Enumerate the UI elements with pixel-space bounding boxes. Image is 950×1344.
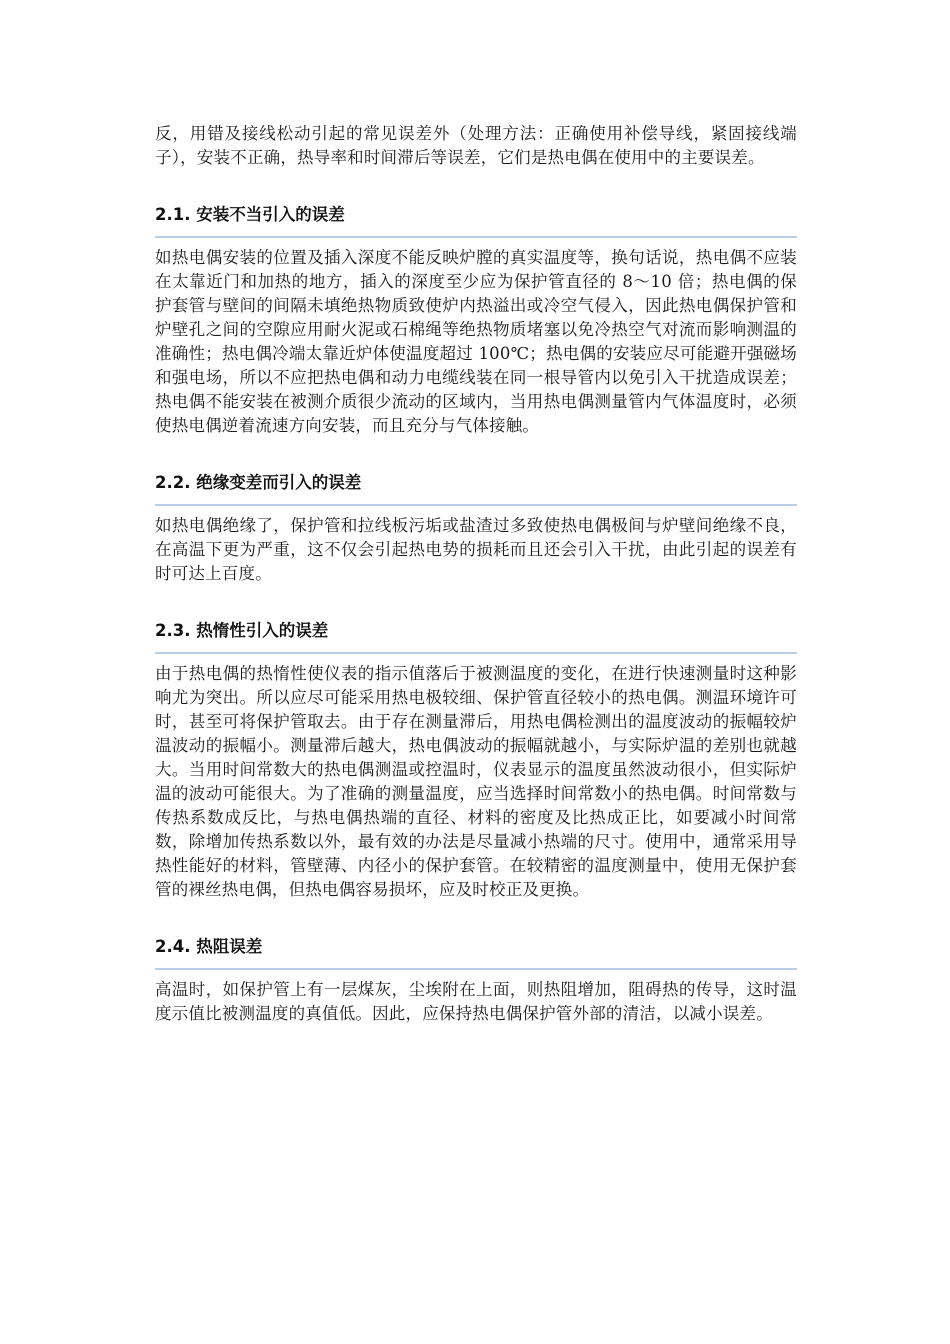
section-divider [155, 652, 797, 654]
section-2-2 [155, 472, 797, 586]
section-divider [155, 504, 797, 506]
section-heading: 2.3. 热惰性引入的误差 [155, 621, 329, 640]
section-divider [155, 236, 797, 238]
section-body: 高温时，如保护管上有一层煤灰，尘埃附在上面，则热阻增加，阻碍热的传导，这时温度示值比被测温度的真值低。因此，应保持热电偶保护管外部的清洁，以减小误差。 [155, 980, 797, 1023]
section-heading: 2.1. 安装不当引入的误差 [155, 205, 345, 224]
section-heading: 2.2. 绝缘变差而引入的误差 [155, 473, 362, 492]
section-heading: 2.4. 热阻误差 [155, 937, 263, 956]
section-divider [155, 968, 797, 970]
section-body: 由于热电偶的热惰性使仪表的指示值落后于被测温度的变化，在进行快速测量时这种影响尤为突出。所以应尽可能采用热电极较细、保护管直径较小的热电偶。测温环境许可时，甚至可将保护管取去。由于存在测量滞后，用热电偶检测出的温度波动的振幅较炉温波动的振幅小。测量滞后越大，热电偶波动的振幅就越小，与实际炉温的差别也就越大。当用时间常数大的热电偶测温或控温时，仪表显示的温度虽然波动很小，但实际炉温的波动可能很大。为了准确的测量温度，应当选择时间常数小的热电偶。时间常数与传热系数成反比，与热电偶热端的直径、材料的密度及比热成正比，如要减小时间常数，除增加传热系数以外，最有效的办法是尽量减小热端的尺寸。使用中，通常采用导热性能好的材料，管壁薄、内径小的保护套管。在较精密的温度测量中，使用无保护套管的裸丝热电偶，但热电偶容易损坏，应及时校正及更换。 [155, 664, 797, 899]
document-page [155, 122, 797, 1026]
intro-paragraph: 反，用错及接线松动引起的常见误差外（处理方法：正确使用补偿导线，紧固接线端子），安装不正确，热导率和时间滞后等误差，它们是热电偶在使用中的主要误差。 [155, 124, 797, 167]
section-2-1 [155, 204, 797, 438]
section-body: 如热电偶绝缘了，保护管和拉线板污垢或盐渣过多致使热电偶极间与炉壁间绝缘不良，在高温下更为严重，这不仅会引起热电势的损耗而且还会引入干扰，由此引起的误差有时可达上百度。 [155, 516, 797, 583]
section-2-3 [155, 620, 797, 902]
section-body: 如热电偶安装的位置及插入深度不能反映炉膛的真实温度等，换句话说，热电偶不应装在太靠近门和加热的地方，插入的深度至少应为保护管直径的 8～10 倍；热电偶的保护套管与壁间的间隔未填绝热物质致使炉内热溢出或冷空气侵入，因此热电偶保护管和炉壁孔之间的空隙应用耐火泥或石棉绳等绝热物质堵塞以免冷热空气对流而影响测温的准确性；热电偶冷端太靠近炉体使温度超过 100℃；热电偶的安装应尽可能避开强磁场和强电场，所以不应把热电偶和动力电缆线装在同一根导管内以免引入干扰造成误差；热电偶不能安装在被测介质很少流动的区域内，当用热电偶测量管内气体温度时，必须使热电偶逆着流速方向安装，而且充分与气体接触。 [155, 248, 797, 435]
section-2-4 [155, 936, 797, 1026]
